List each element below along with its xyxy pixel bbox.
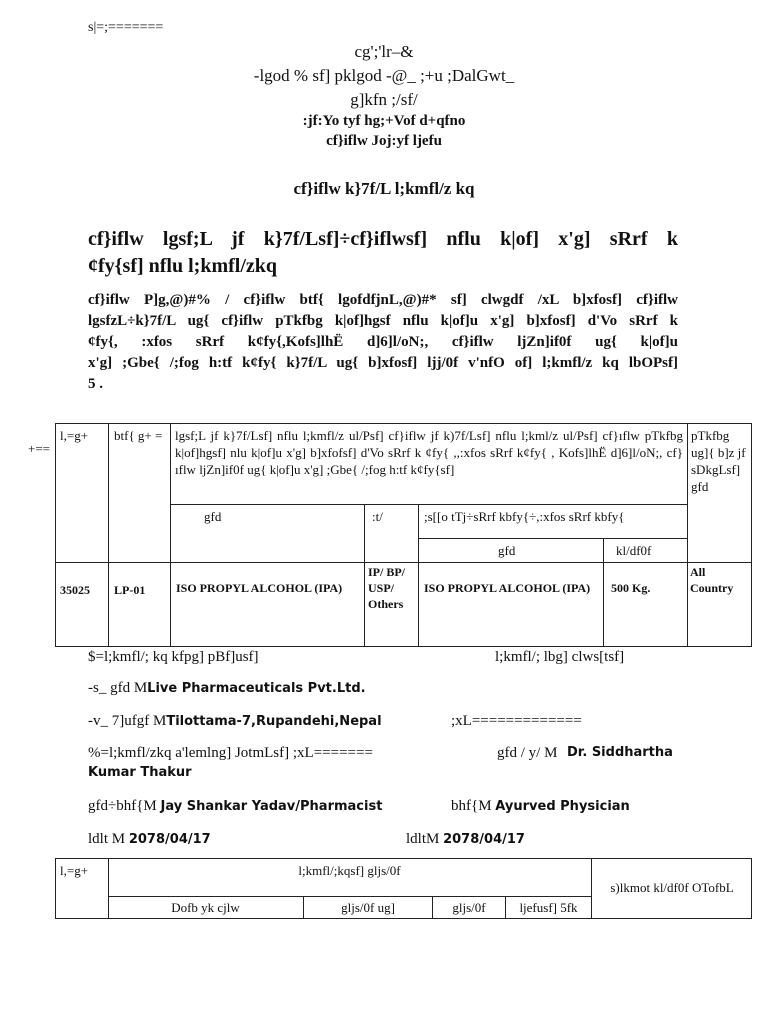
pharmacist — [88, 798, 382, 815]
officer-name-label: gfd / y/ M — [497, 745, 558, 761]
sub-col-quantity: kl/df0f — [616, 543, 652, 558]
pharmacist-value: Jay Shankar Yadav/Pharmacist — [160, 799, 383, 814]
renewal-sub-extension: Dofb yk cjlw — [171, 900, 240, 915]
col-serial-number: l,=g+ — [60, 428, 89, 443]
sub-col-raw-name: gfd — [498, 543, 516, 558]
letterhead-line-3: g]kfn ;/sf/ — [350, 90, 418, 109]
subject — [88, 226, 678, 280]
letterhead-line-1: cg';'lr–& — [354, 42, 414, 61]
officer-rank-value: Ayurved Physician — [495, 799, 630, 814]
officer-name — [497, 745, 557, 762]
officer-note: l;kmfl/; lbg] clws[tsf] — [495, 649, 625, 665]
applicant-signature: %=l;kmfl/zkq a'lemlng] JotmLsf] ;xL======= — [88, 745, 373, 761]
date-left-label: ldlt M — [88, 831, 129, 847]
reference-number: s|=;======= — [88, 20, 164, 35]
company-name-value: Live Pharmaceuticals Pvt.Ltd. — [147, 681, 366, 696]
renewal-table — [55, 858, 752, 919]
officer-rank — [451, 798, 630, 815]
sub-col-name: gfd — [204, 509, 222, 524]
col-manufacturer-country: pTkfbg ug]{ b]z jf sDkgLsf] gfd — [691, 428, 746, 494]
officer-name-value-2: Kumar Thakur — [88, 765, 192, 780]
officer-rank-label: bhf{M — [451, 798, 496, 814]
subject-line-1: cf}iflw lgsf;L jf k}7f/Lsf]÷cf}iflwsf] nflu k|of] x'g] sRrf k — [88, 228, 678, 250]
col-product-description: lgsf;L jf k}7f/Lsf] nflu l;kmfl/z ul/Psf] cf}iflw jf k)7f/Lsf] nflu l;kml/z ul/Psf] cf}ıflw pTkfbg k|of]hgsf] nlu k|of]u x'g] b]xfofsf] d'Vo sRrf k ¢fy{ ,,:xfos sRrf k¢fy{ , Kofs]lhË d]6]l/oN;, cf}ıflw ljZn]if0f ug{ k|of]u x'g] ;Gbe{ /;fog h:tf k¢fy{sf] — [175, 428, 683, 477]
row-product-name: ISO PROPYL ALCOHOL (IPA) — [176, 581, 343, 595]
renewal-col-remark: s)lkmot kl/df0f OTofbL — [610, 880, 734, 895]
row-quantity: 500 Kg. — [611, 581, 651, 595]
department-name: cf}iflw Joj:yf ljefu — [326, 133, 442, 149]
date-right — [406, 831, 525, 848]
renewal-sub-renewal: gljs/0f — [452, 900, 486, 915]
sub-col-standard: :t/ — [372, 509, 383, 524]
body-line-4: x'g] ;Gbe{ /;fog h:tf k¢fy{ k}7f/L ug{ b]xfosf] ljj/0f v'nfO of] l;kmfl/z kq lbOPsf] — [88, 355, 678, 371]
letterhead-line-2: -lgod % sf] pklgod -@_ ;+u ;DalGwt_ — [253, 66, 515, 85]
subject-line-2: ¢fy{sf] nflu l;kmfl/zkq — [88, 255, 278, 277]
row-serial-number: 35025 — [60, 583, 90, 597]
body-line-3: ¢fy{, :xfos sRrf k¢fy{,Kofs]lhË d]6]l/oN;, cf}iflw ljZn]if0f ug{ k|of]u — [88, 334, 678, 350]
renewal-sub-renewer: gljs/0f ug] — [341, 900, 395, 915]
company-name-label: -s_ gfd M — [88, 680, 148, 696]
date-left-value: 2078/04/17 — [128, 832, 211, 847]
renewal-sub-stamp: ljefusf] 5fk — [519, 900, 578, 915]
pharmacist-label: gfd÷bhf{M — [88, 798, 161, 814]
company-address-label: -v_ 7]ufgf M — [88, 713, 167, 729]
ministry-name: :jf:Yo tyf hg;+Vof d+qfno — [302, 113, 466, 129]
side-mark: +== — [28, 441, 50, 456]
date-right-label: ldltM — [406, 831, 444, 847]
recommendation-table — [55, 423, 752, 647]
col-registration-number: btf{ g+ = — [114, 428, 163, 443]
row-country: All Country — [690, 565, 734, 595]
applicant-note: $=l;kmfl/; kq kfpg] pBf]usf] — [88, 649, 259, 665]
date-right-value: 2078/04/17 — [443, 832, 525, 847]
row-raw-material-name: ISO PROPYL ALCOHOL (IPA) — [424, 581, 591, 595]
renewal-col-serial: l,=g+ — [60, 863, 89, 878]
row-registration-number: LP-01 — [114, 583, 146, 597]
body-line-1: cf}iflw P]g,@)#% / cf}iflw btf{ lgofdfjnL,@)#* sf] clwgdf /xL b]xfosf] cf}iflw — [88, 292, 678, 308]
renewal-col-detail: l;kmfl/;kqsf] gljs/0f — [298, 863, 401, 878]
company-address — [88, 713, 382, 730]
body-line-2: lgsfzL÷k}7f/L ug{ cf}iflw pTkfbg k|of]hgsf nflu k|of]u x'g] b]xfosf] d'Vo sRrf k — [88, 313, 678, 329]
officer-signature: ;xL============= — [451, 713, 582, 729]
row-standard: IP/ BP/ USP/ Others — [368, 565, 406, 611]
document-title: cf}iflw k}7f/L l;kmfl/z kq — [293, 179, 475, 198]
body-line-5: 5 . — [88, 376, 103, 392]
officer-name-value-1: Dr. Siddhartha — [567, 745, 673, 760]
body-paragraph — [88, 290, 678, 395]
company-name — [88, 680, 366, 697]
company-address-value: Tilottama-7,Rupandehi,Nepal — [166, 714, 382, 729]
sub-col-raw-material: ;s[[o tTj÷sRrf kbfy{÷,:xfos sRrf kbfy{ — [424, 509, 625, 524]
date-left — [88, 831, 211, 848]
